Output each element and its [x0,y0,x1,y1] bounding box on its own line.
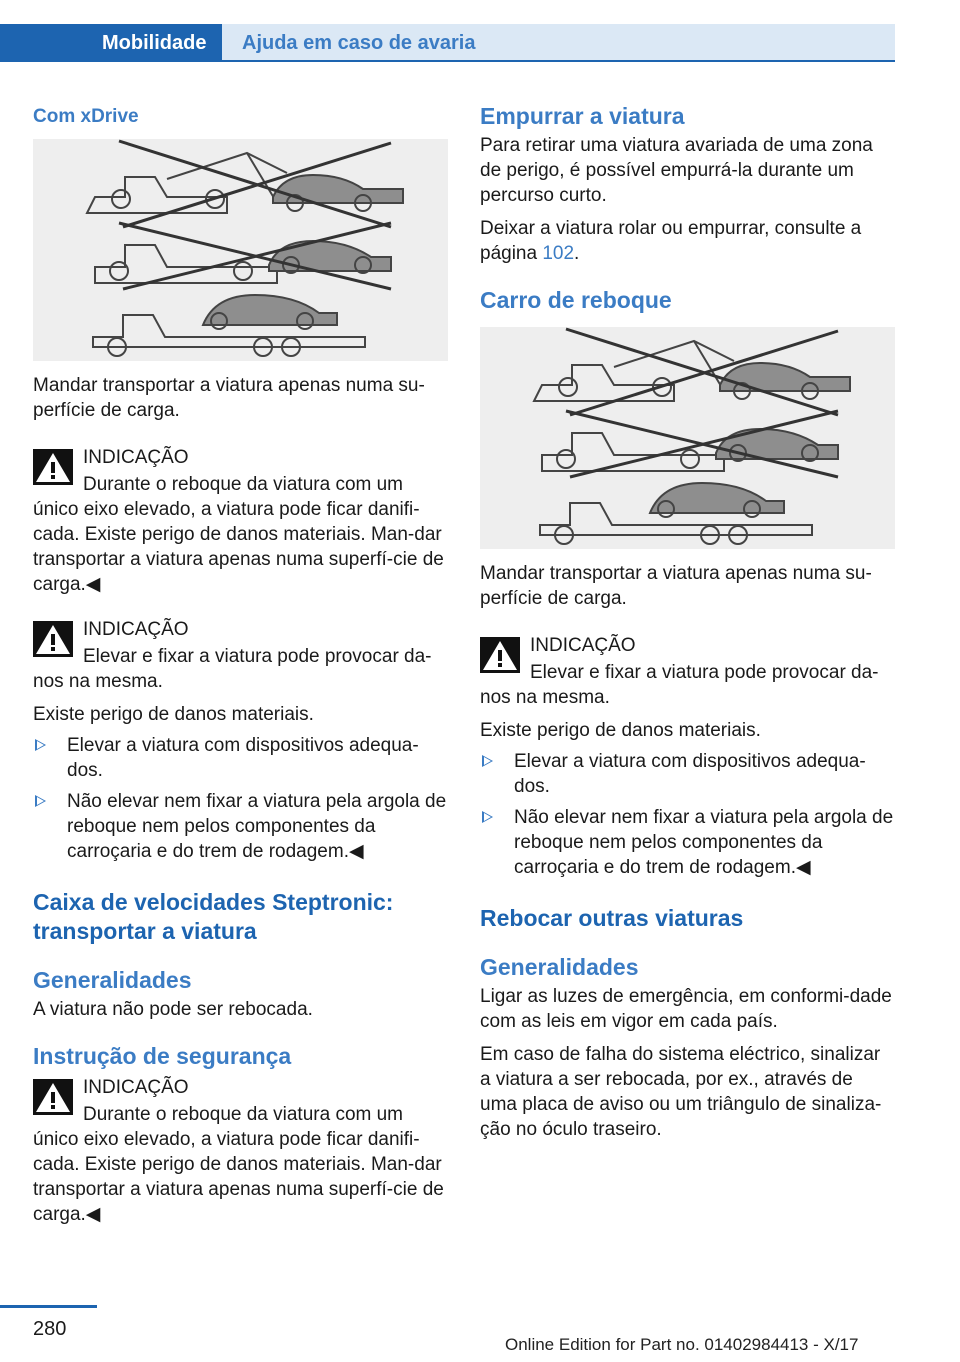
list-item: Não elevar nem fixar a viatura pela argola de reboque nem pelos componentes da carroçaria e do trem de rodagem.◀ [480,805,895,886]
warning-title: INDICAÇÃO [83,1077,189,1098]
bullet-triangle-icon [35,739,46,751]
bullet-list [480,749,895,886]
heading-generalidades: Generalidades [33,967,192,993]
towing-illustration [480,327,895,549]
heading-empurrar: Empurrar a viatura [480,103,685,129]
paragraph-generalidades-2: Em caso de falha do sistema eléctrico, sinalizar a viatura a ser rebocada, por ex., através de uma placa de aviso ou um triângulo de sinaliza-ção no óculo traseiro. [480,1044,882,1140]
warning-title: INDICAÇÃO [83,619,189,640]
towing-diagram-svg [480,327,895,549]
heading-generalidades: Generalidades [480,954,639,980]
list-item: Elevar a viatura com dispositivos adequa-dos. [33,733,448,789]
paragraph-generalidades-1: Ligar as luzes de emergência, em conformi-dade com as leis em vigor em cada país. [480,986,892,1032]
warning-note-4 [480,633,895,710]
warning-text-line: Durante o reboque da viatura com um [83,1104,404,1125]
heading-carro-reboque: Carro de reboque [480,287,672,313]
paragraph-empurrar-2: Deixar a viatura rolar ou empurrar, consulte a página 102. [480,218,862,264]
page-link[interactable]: 102 [542,243,575,264]
page-header [0,0,895,62]
page-number: 280 [33,1318,67,1340]
footer-divider [0,1305,97,1308]
bullet-triangle-icon [482,811,493,823]
bullet-triangle-icon [482,755,493,767]
towing-illustration [33,139,448,361]
warning-text: nos na mesma. [480,687,610,708]
paragraph-xdrive: Mandar transportar a viatura apenas numa su-perfície de carga. [33,375,425,421]
warning-note-1 [33,445,448,597]
header-divider [0,60,895,62]
warning-text: único eixo elevado, a viatura pode ficar danifi-cada. Existe perigo de danos materiais. Man-dar transportar a viatura apenas numa superfí-cie de carga.◀ [33,1129,444,1225]
heading-rebocar: Rebocar outras viaturas [480,905,744,931]
bullet-triangle-icon [35,795,46,807]
warning-title: INDICAÇÃO [83,447,189,468]
edition-note: Online Edition for Part no. 01402984413 - X/17 [505,1335,859,1354]
paragraph-danos: Existe perigo de danos materiais. [480,720,761,741]
paragraph-reboque: Mandar transportar a viatura apenas numa su-perfície de carga. [480,563,872,609]
bullet-list [33,733,448,870]
warning-text-line: Durante o reboque da viatura com um [83,474,404,495]
towing-diagram-svg [33,139,448,361]
warning-triangle-icon [33,621,73,657]
warning-note-3 [33,1075,448,1227]
heading-com-xdrive: Com xDrive [33,106,139,127]
warning-triangle-icon [480,637,520,673]
paragraph-empurrar-1: Para retirar uma viatura avariada de uma zona de perigo, é possível empurrá-la durante um percurso curto. [480,135,873,206]
paragraph-generalidades: A viatura não pode ser rebocada. [33,999,313,1020]
list-item: Não elevar nem fixar a viatura pela argola de reboque nem pelos componentes da carroçaria e do trem de rodagem.◀ [33,789,448,870]
heading-seguranca: Instrução de segurança [33,1043,292,1069]
paragraph-danos: Existe perigo de danos materiais. [33,704,314,725]
tab-mobilidade[interactable]: Mobilidade [0,24,222,62]
warning-text: único eixo elevado, a viatura pode ficar danifi-cada. Existe perigo de danos materiais. Man-dar transportar a viatura apenas numa superfí-cie de carga.◀ [33,499,444,595]
warning-text-line: Elevar e fixar a viatura pode provocar da- [530,662,879,683]
heading-steptronic: Caixa de velocidades Steptronic: transportar a viatura [33,889,394,944]
left-column [33,100,448,1227]
right-column [480,100,895,1142]
warning-text-line: Elevar e fixar a viatura pode provocar da- [83,646,432,667]
warning-note-2 [33,617,448,694]
warning-triangle-icon [33,1079,73,1115]
warning-text: nos na mesma. [33,671,163,692]
tab-ajuda-avaria[interactable]: Ajuda em caso de avaria [222,24,895,62]
warning-title: INDICAÇÃO [530,635,636,656]
list-item: Elevar a viatura com dispositivos adequa-dos. [480,749,895,805]
warning-triangle-icon [33,449,73,485]
